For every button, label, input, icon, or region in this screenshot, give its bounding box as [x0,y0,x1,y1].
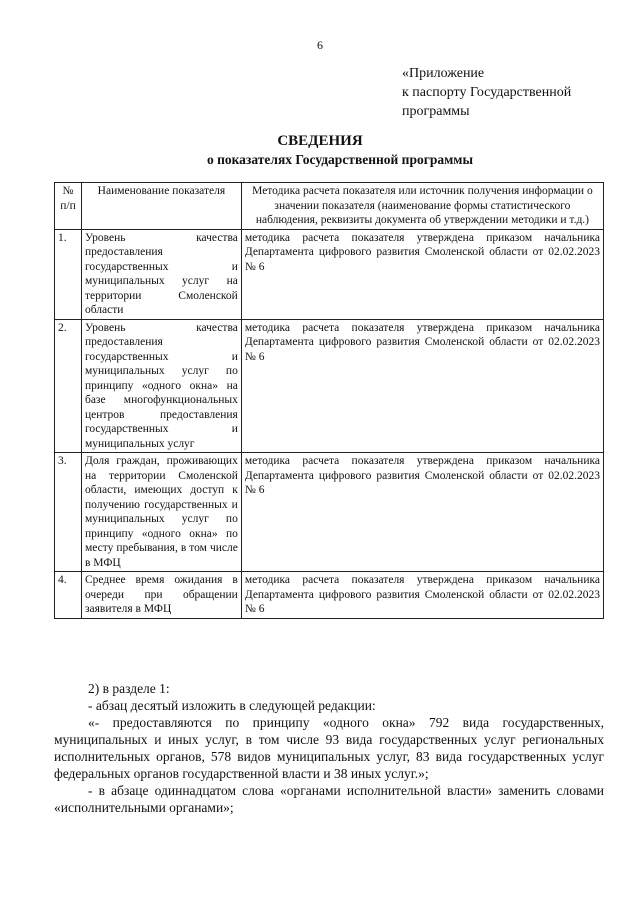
appendix-header [402,64,571,121]
table-header-row [55,183,604,230]
indicator-name: Среднее время ожидания в очереди при обращении заявителя в МФЦ [81,572,241,619]
appendix-line: «Приложение [402,66,485,81]
table-row [55,453,604,572]
table-row [55,229,604,319]
amendment-text [54,680,604,816]
indicator-method: методика расчета показателя утверждена приказом начальника Департамента цифрового развития Смоленской области от 02.02.2023 № 6 [241,572,603,619]
indicator-method: методика расчета показателя утверждена приказом начальника Департамента цифрового развития Смоленской области от 02.02.2023 № 6 [241,453,603,572]
indicator-name: Уровень качества предоставления государственных и муниципальных услуг по принципу «одного окна» на базе многофункциональных центров предоставления государственных и муниципальных услуг [81,319,241,453]
paragraph: «- предоставляются по принципу «одного окна» 792 вида государственных, муниципальных и иных услуг, в том числе 93 вида государственных услуг региональных исполнительных органов, 578 видов муниципальных услуг, 83 вида государственных услуг федеральных органов государственной власти и 38 иных услуг.»; [54,715,604,781]
paragraph: - в абзаце одиннадцатом слова «органами исполнительной власти» заменить словами «исполнительными органами»; [54,783,604,815]
paragraph: 2) в разделе 1: [88,681,170,696]
row-number: 2. [55,319,82,453]
header-method: Методика расчета показателя или источник получения информации о значении показателя (наименование формы статистического наблюдения, реквизиты документа об утверждении методики и т.д.) [241,183,603,230]
indicator-method: методика расчета показателя утверждена приказом начальника Департамента цифрового развития Смоленской области от 02.02.2023 № 6 [241,319,603,453]
document-title: СВЕДЕНИЯ [277,133,363,149]
document-subtitle: о показателях Государственной программы [206,152,474,167]
page-number: 6 [317,38,323,52]
row-number: 1. [55,229,82,319]
row-number: 3. [55,453,82,572]
indicator-method: методика расчета показателя утверждена приказом начальника Департамента цифрового развития Смоленской области от 02.02.2023 № 6 [241,229,603,319]
indicators-table [54,182,604,619]
table-row [55,572,604,619]
table-row [55,319,604,453]
appendix-line: к паспорту Государственной [402,85,572,100]
indicator-name: Доля граждан, проживающих на территории Смоленской области, имеющих доступ к получению государственных и муниципальных услуг по принципу «одного окна» по месту пребывания, в том числе в МФЦ [81,453,241,572]
paragraph: - абзац десятый изложить в следующей редакции: [88,698,376,713]
appendix-line: программы [402,104,470,119]
header-num: № п/п [55,183,82,230]
row-number: 4. [55,572,82,619]
header-name: Наименование показателя [81,183,241,230]
indicator-name: Уровень качества предоставления государственных и муниципальных услуг на территории Смоленской области [81,229,241,319]
